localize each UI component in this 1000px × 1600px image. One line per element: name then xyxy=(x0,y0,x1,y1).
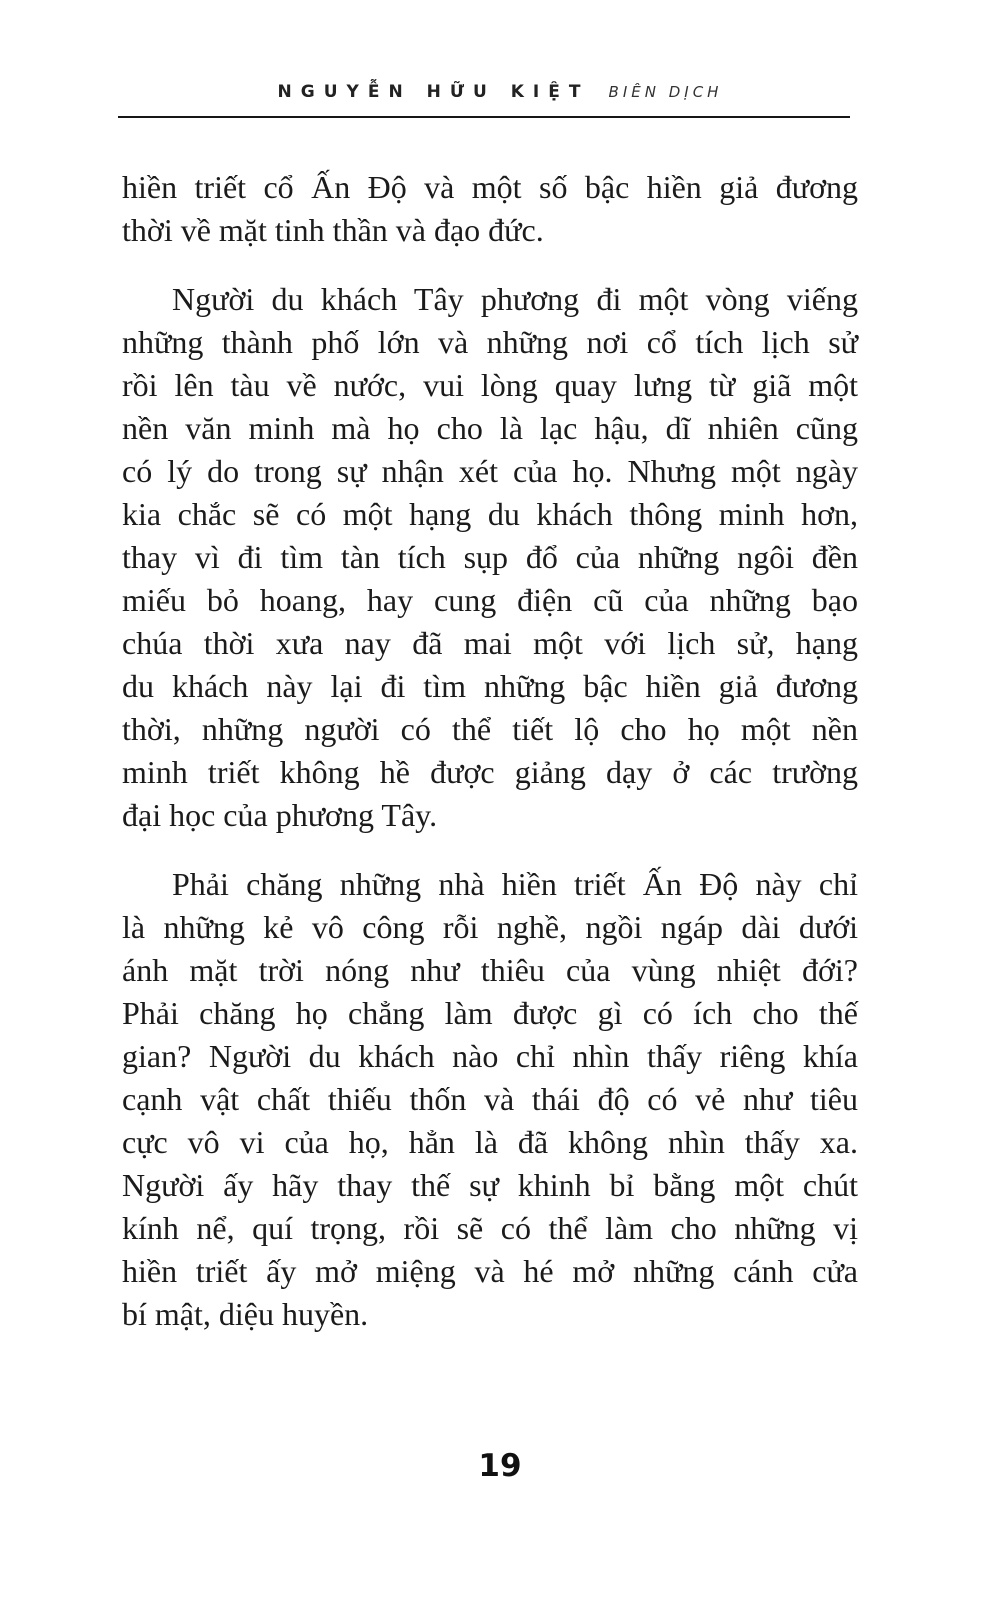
text-line: Người du khách Tây phương đi một vòng viếng xyxy=(172,281,858,317)
text-line: chúa thời xưa nay đã mai một với lịch sử, hạng xyxy=(122,625,858,661)
text-line: gian? Người du khách nào chỉ nhìn thấy riêng khía xyxy=(122,1038,858,1074)
text-line: hiền triết ấy mở miệng và hé mở những cánh cửa xyxy=(122,1253,858,1289)
header-rule xyxy=(118,116,850,118)
text-line: thay vì đi tìm tàn tích sụp đổ của những ngôi đền xyxy=(122,539,858,575)
paragraph xyxy=(122,863,858,1336)
text-line: thời về mặt tinh thần và đạo đức. xyxy=(122,212,544,248)
text-line: Phải chăng những nhà hiền triết Ấn Độ này chỉ xyxy=(172,866,858,902)
page-footer xyxy=(0,1448,1000,1484)
text-line: Người ấy hãy thay thế sự khinh bỉ bằng một chút xyxy=(122,1167,858,1203)
text-line: có lý do trong sự nhận xét của họ. Nhưng một ngày xyxy=(122,453,858,489)
text-line: miếu bỏ hoang, hay cung điện cũ của những bạo xyxy=(122,582,858,618)
text-line: Phải chăng họ chẳng làm được gì có ích cho thế xyxy=(122,995,858,1031)
text-line: cạnh vật chất thiếu thốn và thái độ có vẻ như tiêu xyxy=(122,1081,858,1117)
paragraph xyxy=(122,278,858,837)
text-line: những thành phố lớn và những nơi cổ tích lịch sử xyxy=(122,324,858,360)
text-line: là những kẻ vô công rỗi nghề, ngồi ngáp dài dưới xyxy=(122,909,858,945)
text-line: ánh mặt trời nóng như thiêu của vùng nhiệt đới? xyxy=(122,952,858,988)
text-line: kia chắc sẽ có một hạng du khách thông minh hơn, xyxy=(122,496,858,532)
text-line: cực vô vi của họ, hẳn là đã không nhìn thấy xa. xyxy=(122,1124,858,1160)
text-line: rồi lên tàu về nước, vui lòng quay lưng từ giã một xyxy=(122,367,858,403)
text-line: minh triết không hề được giảng dạy ở các trường xyxy=(122,754,858,790)
text-line: nền văn minh mà họ cho là lạc hậu, dĩ nhiên cũng xyxy=(122,410,858,446)
body-text xyxy=(122,166,858,1362)
header-author: NGUYỄN HỮU KIỆT xyxy=(277,82,590,102)
running-header xyxy=(0,82,1000,102)
text-line: du khách này lại đi tìm những bậc hiền giả đương xyxy=(122,668,858,704)
text-line: kính nể, quí trọng, rồi sẽ có thể làm cho những vị xyxy=(122,1210,858,1246)
text-line: bí mật, diệu huyền. xyxy=(122,1296,369,1332)
paragraph xyxy=(122,166,858,252)
header-subtitle: BIÊN DỊCH xyxy=(608,83,723,101)
text-line: thời, những người có thể tiết lộ cho họ một nền xyxy=(122,711,858,747)
text-line: hiền triết cổ Ấn Độ và một số bậc hiền giả đương xyxy=(122,169,858,205)
page-number: 19 xyxy=(478,1448,522,1484)
text-line: đại học của phương Tây. xyxy=(122,797,438,833)
